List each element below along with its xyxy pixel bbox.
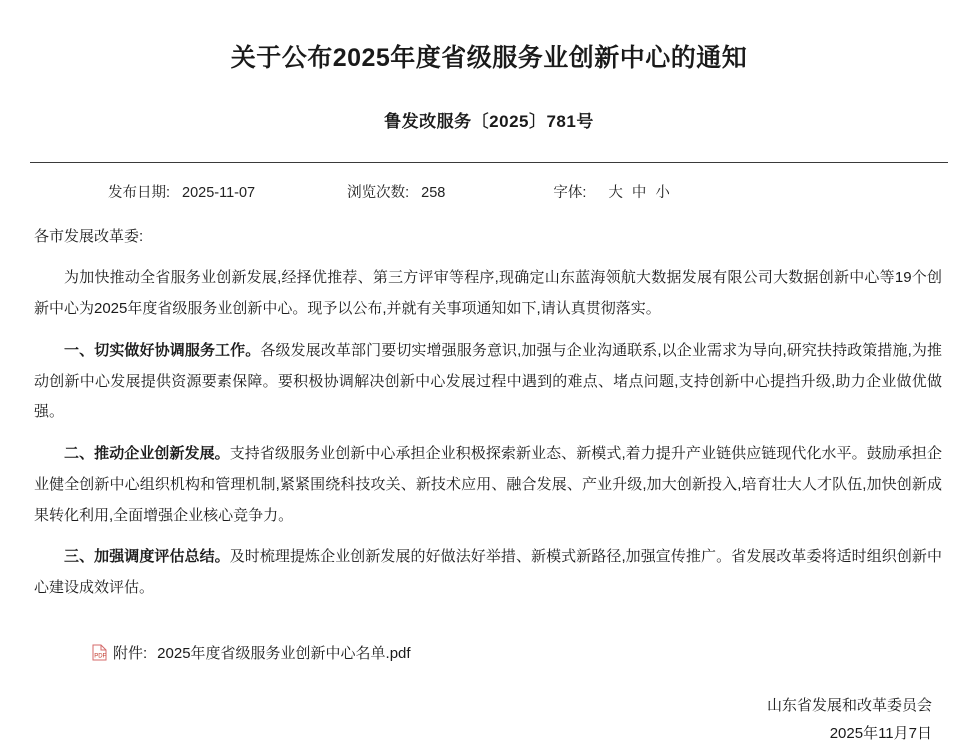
font-size-control [553,181,670,202]
paragraph-section-3 [34,542,942,604]
document-meta-bar [108,163,948,202]
view-count [347,181,445,202]
paragraph-section-2 [34,439,942,531]
paragraph-intro: 为加快推动全省服务业创新发展,经择优推荐、第三方评审等程序,现确定山东蓝海领航大数据发展有限公司大数据创新中心等19个创新中心为2025年度省级服务业创新中心。现予以公布,并就有关事项通知如下,请认真贯彻落实。 [34,269,942,317]
attachment-row [30,642,948,663]
signature-date: 2025年11月7日 [829,724,932,742]
view-count-label: 浏览次数: [347,184,410,201]
paragraph-section-1 [34,336,942,428]
page-title: 关于公布2025年度省级服务业创新中心的通知 [230,44,748,72]
section-3-text: 及时梳理提炼企业创新发展的好做法好举措、新模式新路径,加强宣传推广。省发展改革委将适时组织创新中心建设成效评估。 [34,548,942,596]
attachment-file-link[interactable]: 2025年度省级服务业创新中心名单.pdf [157,644,411,662]
font-size-small-button[interactable]: 小 [655,184,670,201]
document-number: 鲁发改服务〔2025〕781号 [384,111,594,131]
section-1-heading: 一、切实做好协调服务工作。 [64,341,261,359]
section-2-heading: 二、推动企业创新发展。 [64,445,230,462]
section-1-text: 各级发展改革部门要切实增强服务意识,加强与企业沟通联系,以企业需求为导向,研究扶持政策措施,为推动创新中心发展提供资源要素保障。要积极协调解决创新中心发展过程中遇到的难点、堵点问题,支持创新中心提挡升级,助力企业做优做强。 [34,341,942,421]
font-size-large-button[interactable]: 大 [608,184,623,201]
font-size-options [608,181,670,202]
section-3-heading: 三、加强调度评估总结。 [64,548,230,566]
view-count-value: 258 [421,184,446,201]
section-2-text: 支持省级服务业创新中心承担企业积极探索新业态、新模式,着力提升产业链供应链现代化水平。鼓励承担企业健全创新中心组织机构和管理机制,紧紧围绕科技攻关、新技术应用、融合发展、产业升级,加大创新投入,培育壮大人才队伍,加快创新成果转化利用,全面增强企业核心竞争力。 [34,445,942,524]
document-body [30,222,948,604]
attachment-label: 附件: [113,644,148,662]
svg-text:PDF: PDF [94,653,107,660]
signature-organization: 山东省发展和改革委员会 [766,696,932,714]
publish-date-value: 2025-11-07 [182,184,256,201]
paragraph-salutation: 各市发展改革委: [34,227,144,245]
publish-date [108,181,255,202]
pdf-file-icon [92,644,107,661]
font-size-label: 字体: [553,184,587,201]
font-size-medium-button[interactable]: 中 [631,184,647,201]
publish-date-label: 发布日期: [108,184,171,201]
